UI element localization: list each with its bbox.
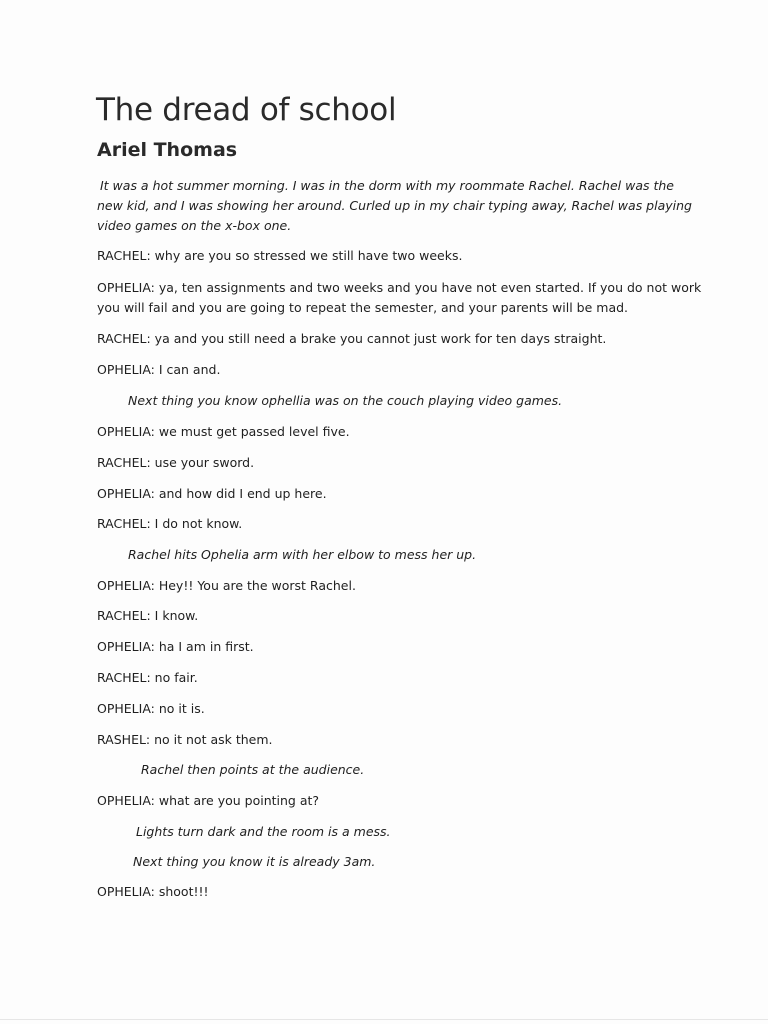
narration-line: new kid, and I was showing her around. Curled up in my chair typing away, Rachel was playing xyxy=(97,198,692,213)
dialogue-line: OPHELIA: Hey!! You are the worst Rachel. xyxy=(97,578,356,593)
page-edge-divider xyxy=(0,1019,768,1020)
dialogue-line: OPHELIA: what are you pointing at? xyxy=(97,793,320,808)
dialogue-line: RASHEL: no it not ask them. xyxy=(97,732,273,747)
dialogue-line: RACHEL: why are you so stressed we still have two weeks. xyxy=(97,248,463,263)
dialogue-line: you will fail and you are going to repeat the semester, and your parents will be mad. xyxy=(97,300,629,315)
dialogue-line: RACHEL: use your sword. xyxy=(97,455,255,470)
stage-direction: Next thing you know it is already 3am. xyxy=(133,854,376,869)
document-title: The dread of school xyxy=(96,92,397,128)
dialogue-line: OPHELIA: and how did I end up here. xyxy=(97,486,327,501)
dialogue-line: OPHELIA: we must get passed level five. xyxy=(97,424,350,439)
document-author: Ariel Thomas xyxy=(97,139,238,161)
narration-line: video games on the x-box one. xyxy=(97,218,292,233)
dialogue-line: RACHEL: I know. xyxy=(97,608,199,623)
dialogue-line: RACHEL: I do not know. xyxy=(97,516,243,531)
dialogue-line: RACHEL: ya and you still need a brake you cannot just work for ten days straight. xyxy=(97,331,607,346)
stage-direction: Lights turn dark and the room is a mess. xyxy=(136,824,391,839)
narration-line: It was a hot summer morning. I was in the dorm with my roommate Rachel. Rachel was the xyxy=(100,178,674,193)
dialogue-line: OPHELIA: ya, ten assignments and two weeks and you have not even started. If you do not work xyxy=(97,280,702,295)
dialogue-line: OPHELIA: I can and. xyxy=(97,362,221,377)
stage-direction: Rachel then points at the audience. xyxy=(141,762,365,777)
dialogue-line: OPHELIA: shoot!!! xyxy=(97,884,209,899)
dialogue-line: OPHELIA: no it is. xyxy=(97,701,205,716)
dialogue-line: RACHEL: no fair. xyxy=(97,670,198,685)
dialogue-line: OPHELIA: ha I am in first. xyxy=(97,639,254,654)
stage-direction: Rachel hits Ophelia arm with her elbow to mess her up. xyxy=(128,547,477,562)
stage-direction: Next thing you know ophellia was on the couch playing video games. xyxy=(128,393,563,408)
